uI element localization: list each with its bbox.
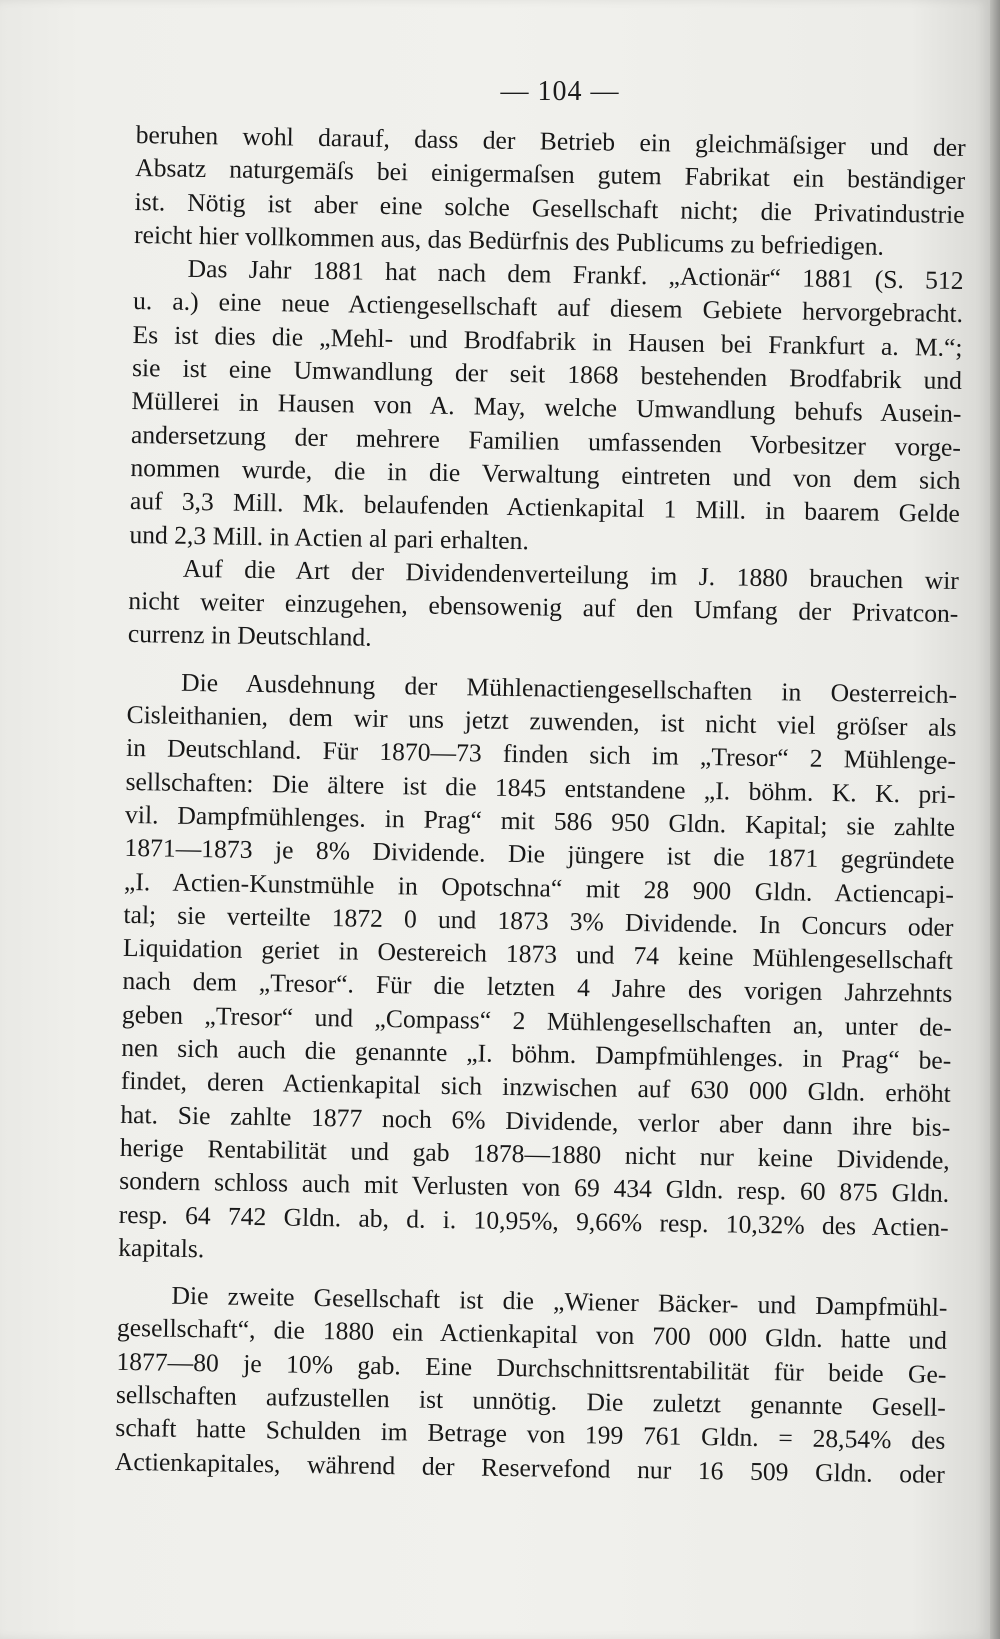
text-line: kapitals. [118, 1232, 205, 1264]
text-line: nach dem „Tresor“. Für die letzten 4 Jahre des vorigen Jahrzehnts [122, 966, 953, 1009]
paragraph-1 [134, 118, 966, 264]
text-line: Es ist dies die „Mehl- und Brodfabrik in Hausen bei Frankfurt a. M.“; [132, 319, 963, 362]
text-line: sellschaften aufzustellen ist unnötig. Die zuletzt genannte Gesell- [115, 1379, 947, 1422]
text-line: Die zweite Gesellschaft ist die „Wiener Bäcker- und Dampfmühl- [171, 1280, 948, 1322]
text-line: herige Rentabilität und gab 1878—1880 nicht nur keine Dividende, [119, 1132, 950, 1175]
text-line: beruhen wohl darauf, dass der Betrieb ein gleichmäſsiger und der [135, 119, 966, 163]
text-line: sellschaften: Die ältere ist die 1845 entstandene „I. böhm. K. K. pri- [125, 766, 956, 809]
body-text [115, 118, 966, 1491]
text-line: schaft hatte Schulden im Betrage von 199 761 Gldn. = 28,54% des [115, 1413, 946, 1456]
text-line: sondern schloss auch mit Verlusten von 69 434 Gldn. resp. 60 875 Gldn. [119, 1166, 950, 1209]
text-line: sie ist eine Umwandlung der seit 1868 bestehenden Brodfabrik und [131, 353, 963, 396]
paragraph-3 [128, 551, 959, 664]
text-line: nicht weiter einzugehen, ebensowenig auf den Umfang der Privatcon- [128, 586, 959, 629]
text-line: Actienkapitales, während der Reservefond nur 16 509 Gldn. oder [114, 1446, 946, 1489]
text-line: „I. Actien-Kunstmühle in Opotschna“ mit 28 900 Gldn. Actiencapi- [123, 866, 955, 909]
text-line: Auf die Art der Dividendenverteilung im J. 1880 brauchen wir [182, 553, 960, 595]
text-line: Cisleithanien, dem wir uns jetzt zuwenden, ist nicht viel gröſser als [126, 699, 957, 743]
text-line: Absatz naturgemäſs bei einigermaſsen gutem Fabrikat ein beständiger [134, 153, 966, 196]
text-line: in Deutschland. Für 1870—73 finden sich im „Tresor“ 2 Mühlenge- [125, 733, 957, 776]
text-line: nen sich auch die genannte „I. böhm. Dampfmühlenges. in Prag“ be- [121, 1032, 952, 1075]
text-line: Müllerei in Hausen von A. May, welche Umwandlung behufs Ausein- [131, 386, 962, 429]
paragraph-5 [115, 1278, 948, 1491]
text-line: nommen wurde, die in die Verwaltung eintreten und von dem sich [130, 452, 961, 495]
page-edge-shadow [990, 0, 1000, 1639]
text-line: u. a.) eine neue Actiengesellschaft auf diesem Gebiete hervorgebracht. [132, 286, 964, 329]
text-line: Die Ausdehnung der Mühlenactiengesellschaften in Oesterreich- [180, 667, 958, 709]
text-line: findet, deren Actienkapital sich inzwischen auf 630 000 Gldn. erhöht [120, 1066, 952, 1109]
text-line: reicht hier vollkommen aus, das Bedürfnis des Publicums zu befriedigen. [133, 219, 885, 261]
text-line: ist. Nötig ist aber eine solche Gesellschaft nicht; die Privatindustrie [134, 186, 965, 229]
text-line: resp. 64 742 Gldn. ab, d. i. 10,95%, 9,66% resp. 10,32% des Actien- [118, 1199, 949, 1242]
text-line: 1871—1873 je 8% Dividende. Die jüngere ist die 1871 gegründete [124, 833, 955, 876]
text-line: auf 3,3 Mill. Mk. belaufenden Actienkapital 1 Mill. in baarem Gelde [129, 486, 961, 529]
paragraph-2 [129, 251, 964, 564]
text-line: geben „Tresor“ und „Compass“ 2 Mühlengesellschaften an, unter de- [121, 999, 953, 1042]
text-line: andersetzung der mehrere Familien umfassenden Vorbesitzer vorge- [130, 419, 962, 462]
text-line: 1877—80 je 10% gab. Eine Durchschnittsrentabilität für beide Ge- [116, 1346, 947, 1389]
text-line: currenz in Deutschland. [127, 619, 372, 653]
paragraph-4 [118, 665, 957, 1277]
text-line: hat. Sie zahlte 1877 noch 6% Dividende, verlor aber dann ihre bis- [120, 1099, 951, 1142]
text-line: Liquidation geriet in Oestereich 1873 und 74 keine Mühlengesellschaft [122, 933, 954, 976]
text-line: und 2,3 Mill. in Actien al pari erhalten. [129, 519, 530, 555]
page-number: — 104 — [500, 76, 620, 107]
text-line: tal; sie verteilte 1872 0 und 1873 3% Dividende. In Concurs oder [123, 899, 954, 942]
text-line: Das Jahr 1881 hat nach dem Frankf. „Actionär“ 1881 (S. 512 [187, 254, 964, 296]
text-line: gesellschaft“, die 1880 ein Actienkapital von 700 000 Gldn. hatte und [116, 1313, 948, 1356]
text-line: vil. Dampfmühlenges. in Prag“ mit 586 950 Gldn. Kapital; sie zahlte [124, 799, 956, 842]
